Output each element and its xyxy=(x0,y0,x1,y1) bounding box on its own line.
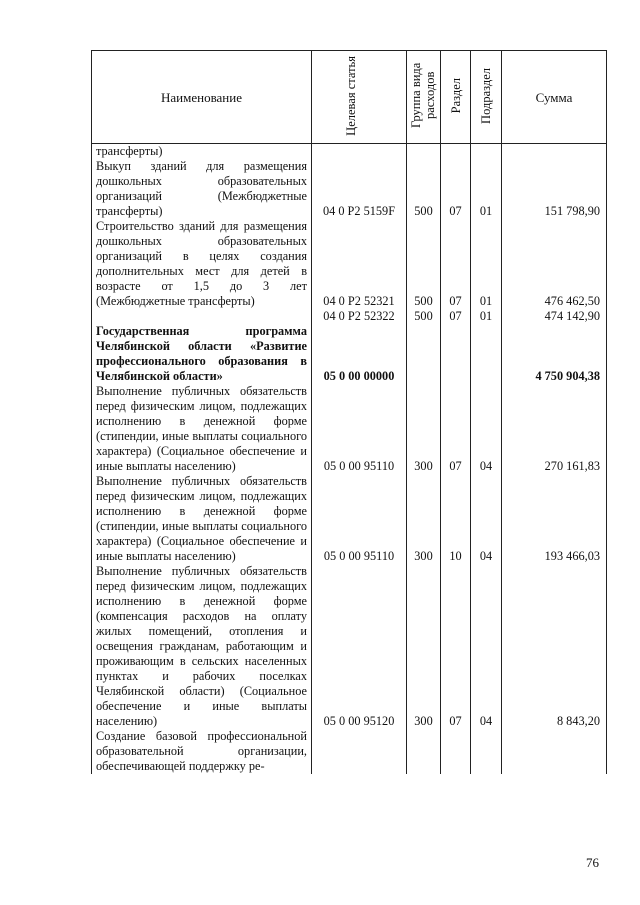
row-target-article xyxy=(312,144,407,160)
page-number: 76 xyxy=(586,855,599,870)
table-row xyxy=(92,144,607,160)
row-target-article: 05 0 00 95120 xyxy=(312,564,407,729)
budget-table xyxy=(91,50,607,774)
table-row xyxy=(92,564,607,729)
row-section xyxy=(441,144,471,160)
row-name: Создание базовой профессиональной образовательной организации, обеспечивающей поддержку ре- xyxy=(92,729,312,774)
row-section: 10 xyxy=(441,474,471,564)
row-sum: 151 798,90 xyxy=(502,159,607,219)
row-section: 07 xyxy=(441,384,471,474)
header-sum: Сумма xyxy=(502,51,607,144)
row-target-article: 04 0 P2 5159F xyxy=(312,159,407,219)
header-subsection: Подраздел xyxy=(471,51,502,144)
table-row xyxy=(92,729,607,774)
row-sum: 193 466,03 xyxy=(502,474,607,564)
table-row xyxy=(92,474,607,564)
row-sum xyxy=(502,144,607,160)
row-subsection: 01 xyxy=(471,219,502,309)
table-body xyxy=(92,144,607,775)
row-subsection xyxy=(471,324,502,384)
row-expense-group: 500 xyxy=(407,219,441,309)
row-expense-group xyxy=(407,144,441,160)
row-expense-group: 300 xyxy=(407,474,441,564)
table-row-program xyxy=(92,324,607,384)
row-target-article: 05 0 00 00000 xyxy=(312,324,407,384)
row-section: 07 xyxy=(441,159,471,219)
row-name: Выполнение публичных обязательств перед физическим лицом, подлежащих исполнению в денежной форме (компенсация расходов на оплату жилых помещений, отопления и освещения гражданам, работающим и проживающим в сельских населенных пунктах и рабочих поселках Челябинской области) (Социальное обеспечение и иные выплаты населению) xyxy=(92,564,312,729)
table-row xyxy=(92,159,607,219)
table-row xyxy=(92,219,607,309)
row-name: Государственная программа Челябинской области «Развитие профессионального образования в Челябинской области» xyxy=(92,324,312,384)
row-sum: 474 142,90 xyxy=(502,309,607,324)
row-name: Выполнение публичных обязательств перед физическим лицом, подлежащих исполнению в денежной форме (стипендии, иные выплаты социального характера) (Социальное обеспечение и иные выплаты населению) xyxy=(92,474,312,564)
row-name: Строительство зданий для размещения дошкольных образовательных организаций в целях создания дополнительных мест для детей в возрасте от 1,5 до 3 лет (Межбюджетные трансферты) xyxy=(92,219,312,309)
row-expense-group xyxy=(407,729,441,774)
row-expense-group xyxy=(407,324,441,384)
row-expense-group: 300 xyxy=(407,564,441,729)
row-sum xyxy=(502,729,607,774)
row-section: 07 xyxy=(441,309,471,324)
header-name: Наименование xyxy=(92,51,312,144)
header-section: Раздел xyxy=(441,51,471,144)
header-target-article: Целевая статья xyxy=(312,51,407,144)
row-target-article: 05 0 00 95110 xyxy=(312,384,407,474)
row-sum: 476 462,50 xyxy=(502,219,607,309)
table-header-row xyxy=(92,51,607,144)
row-subsection xyxy=(471,144,502,160)
row-expense-group: 300 xyxy=(407,384,441,474)
row-name: трансферты) xyxy=(92,144,312,160)
row-subsection: 01 xyxy=(471,159,502,219)
row-sum: 8 843,20 xyxy=(502,564,607,729)
row-name: Выполнение публичных обязательств перед физическим лицом, подлежащих исполнению в денежной форме (стипендии, иные выплаты социального характера) (Социальное обеспечение и иные выплаты населению) xyxy=(92,384,312,474)
row-target-article: 04 0 P2 52322 xyxy=(312,309,407,324)
row-subsection xyxy=(471,729,502,774)
row-target-article: 04 0 P2 52321 xyxy=(312,219,407,309)
row-subsection: 04 xyxy=(471,384,502,474)
table-row xyxy=(92,384,607,474)
table-row xyxy=(92,309,607,324)
row-subsection: 01 xyxy=(471,309,502,324)
row-section xyxy=(441,729,471,774)
row-section xyxy=(441,324,471,384)
row-subsection: 04 xyxy=(471,474,502,564)
row-section: 07 xyxy=(441,564,471,729)
row-target-article xyxy=(312,729,407,774)
row-expense-group: 500 xyxy=(407,159,441,219)
row-name: Выкуп зданий для размещения дошкольных образовательных организаций (Межбюджетные трансферты) xyxy=(92,159,312,219)
row-name xyxy=(92,309,312,324)
header-expense-group: Группа вида расходов xyxy=(407,51,441,144)
row-section: 07 xyxy=(441,219,471,309)
row-expense-group: 500 xyxy=(407,309,441,324)
row-sum: 4 750 904,38 xyxy=(502,324,607,384)
row-target-article: 05 0 00 95110 xyxy=(312,474,407,564)
row-subsection: 04 xyxy=(471,564,502,729)
row-sum: 270 161,83 xyxy=(502,384,607,474)
